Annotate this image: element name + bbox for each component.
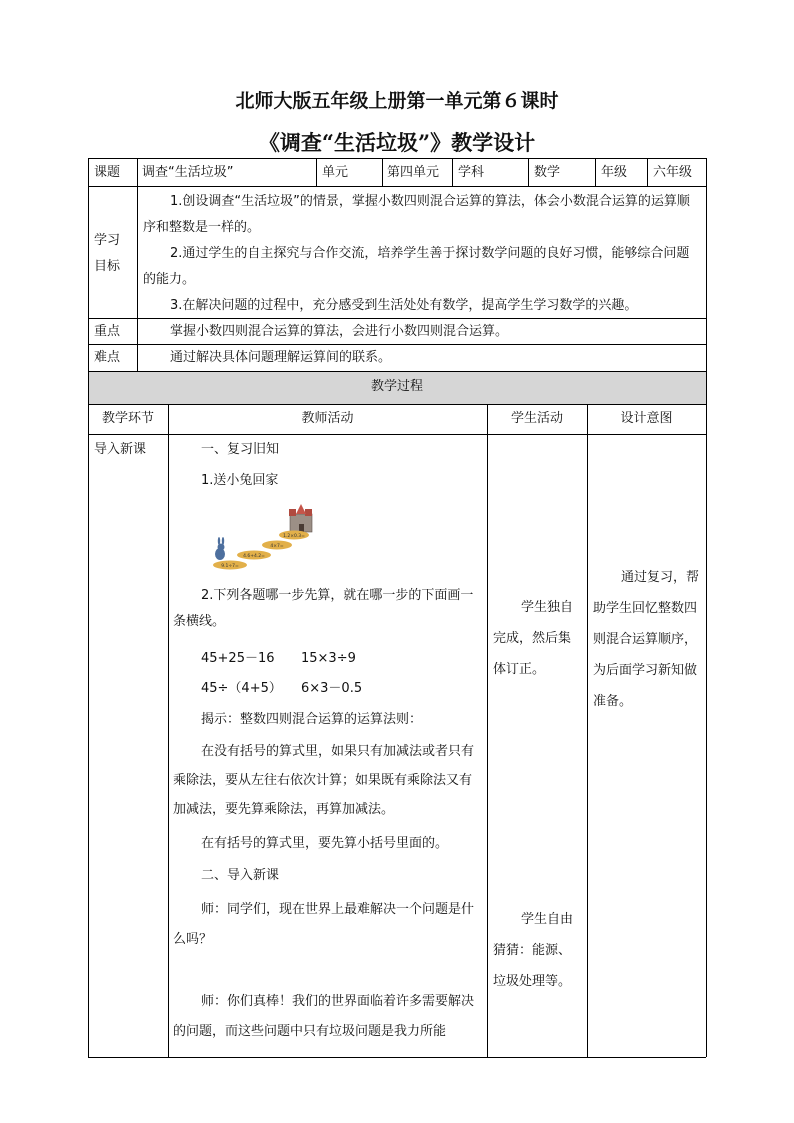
expression: 45÷（4+5） xyxy=(201,681,282,696)
rabbit-icon xyxy=(215,537,225,560)
design-intent: 通过复习，帮助学生回忆整数四则混合运算顺序，为后面学习新知做准备。 xyxy=(593,570,700,709)
course-label: 课题 xyxy=(94,165,121,180)
svg-text:1.2×0.3=: 1.2×0.3= xyxy=(283,534,305,539)
document-subtitle: 《调查“生活垃圾”》教学设计 xyxy=(258,130,536,155)
expression: 45+25－16 xyxy=(201,651,275,666)
student-activity-2: 学生自由猜猜：能源、垃圾处理等。 xyxy=(493,912,574,989)
document-title: 北师大版五年级上册第一单元第６课时 xyxy=(235,90,559,112)
course-value: 调查“生活垃圾” xyxy=(142,165,234,180)
teacher-intro-heading: 二、导入新课 xyxy=(201,868,280,883)
student-activity-1: 学生独自完成，然后集体订正。 xyxy=(493,600,574,677)
objectives-label-1: 学习 xyxy=(94,233,121,248)
col-header-stage: 教学环节 xyxy=(101,411,154,426)
objective-item: 2.通过学生的自主探究与合作交流，培养学生善于探讨数学问题的良好习惯，能够综合问题的能力。 xyxy=(143,246,690,287)
castle-icon xyxy=(289,504,312,532)
objective-item: 3.在解决问题的过程中，充分感受到生活处处有数学，提高学生学习数学的兴趣。 xyxy=(170,298,638,313)
svg-text:9.1÷7=: 9.1÷7= xyxy=(221,564,239,569)
rabbit-home-illustration xyxy=(210,502,330,574)
teacher-rabbit-task: 1.送小兔回家 xyxy=(201,473,279,488)
grade-value: 六年级 xyxy=(653,165,693,180)
objectives-label-2: 目标 xyxy=(94,259,121,274)
objective-item: 1.创设调查“生活垃圾”的情景，掌握小数四则混合运算的算法，体会小数混合运算的运算顺序和整数是一样的。 xyxy=(143,194,690,235)
teacher-praise: 师：你们真棒！我们的世界面临着许多需要解决的问题，而这些问题中只有垃圾问题是我力所能 xyxy=(173,994,475,1039)
svg-text:4.6+4.2=: 4.6+4.2= xyxy=(243,554,265,559)
unit-label: 单元 xyxy=(322,165,349,180)
teacher-rule-1: 在没有括号的算式里，如果只有加减法或者只有乘除法，要从左往右依次计算；如果既有乘除法又有加减法，要先算乘除法，再算加减法。 xyxy=(173,744,475,817)
svg-text:4×7=: 4×7= xyxy=(270,544,284,549)
col-header-student: 学生活动 xyxy=(510,411,563,426)
key-point-label: 重点 xyxy=(94,324,121,339)
teacher-rule-2: 在有括号的算式里，要先算小括号里面的。 xyxy=(201,836,449,851)
teacher-question-2: 2.下列各题哪一步先算，就在哪一步的下面画一条横线。 xyxy=(173,588,474,629)
subject-value: 数学 xyxy=(534,165,561,180)
col-header-intent: 设计意图 xyxy=(620,411,673,426)
key-point-text: 掌握小数四则混合运算的算法，会进行小数四则混合运算。 xyxy=(170,324,509,339)
teacher-review-heading: 一、复习旧知 xyxy=(201,442,280,457)
expression: 15×3÷9 xyxy=(301,651,356,666)
difficulty-label: 难点 xyxy=(94,350,121,365)
process-banner: 教学过程 xyxy=(370,379,423,394)
teacher-ask: 师：同学们，现在世界上最难解决一个问题是什么吗？ xyxy=(173,902,475,947)
stage-name: 导入新课 xyxy=(94,442,147,457)
expression: 6×3－0.5 xyxy=(301,681,363,696)
teacher-reveal: 揭示：整数四则混合运算的运算法则： xyxy=(201,712,423,727)
unit-value: 第四单元 xyxy=(387,165,440,180)
rabbit-home-picture xyxy=(210,502,330,574)
subject-label: 学科 xyxy=(458,165,485,180)
col-header-teacher: 教师活动 xyxy=(301,411,354,426)
difficulty-text: 通过解决具体问题理解运算间的联系。 xyxy=(170,350,392,365)
grade-label: 年级 xyxy=(601,165,628,180)
